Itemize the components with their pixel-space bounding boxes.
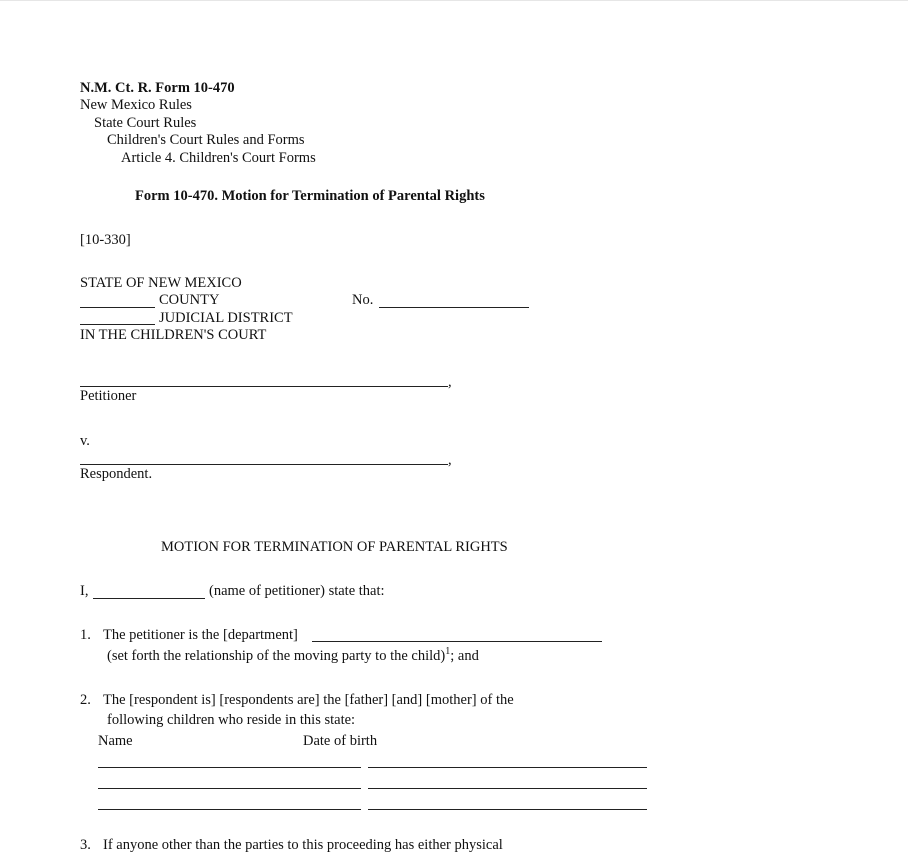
district-blank	[80, 324, 155, 325]
intro-prefix: I,	[80, 583, 89, 599]
page-top-border	[0, 0, 908, 1]
motion-title: MOTION FOR TERMINATION OF PARENTAL RIGHTS	[161, 539, 508, 555]
versus-label: v.	[80, 433, 90, 449]
case-number-label: No.	[352, 292, 374, 308]
breadcrumb-state-court[interactable]: State Court Rules	[94, 115, 197, 131]
child-name-blank	[98, 788, 361, 789]
child-name-blank	[98, 809, 361, 810]
caption-court: IN THE CHILDREN'S COURT	[80, 327, 267, 343]
department-blank	[312, 641, 602, 642]
child-name-blank	[98, 767, 361, 768]
item-number: 1.	[80, 627, 91, 643]
respondent-comma: ,	[448, 452, 452, 468]
column-header-dob: Date of birth	[303, 733, 378, 749]
county-blank	[80, 307, 155, 308]
item-conjunction: ; and	[450, 648, 479, 664]
petitioner-comma: ,	[448, 374, 452, 390]
breadcrumb-rules[interactable]: New Mexico Rules	[80, 97, 192, 113]
breadcrumb-childrens-court[interactable]: Children's Court Rules and Forms	[107, 132, 305, 148]
item-text: If anyone other than the parties to this proceeding has either physical	[103, 837, 503, 853]
form-id: N.M. Ct. R. Form 10-470	[80, 80, 235, 96]
prior-form-number: [10-330]	[80, 232, 131, 248]
child-dob-blank	[368, 767, 647, 768]
petitioner-blank	[80, 386, 448, 387]
item-text: The [respondent is] [respondents are] the [father] [and] [mother] of the	[103, 692, 514, 708]
intro-suffix: (name of petitioner) state that:	[209, 583, 385, 599]
item-text-continued	[107, 648, 479, 665]
petitioner-name-blank	[93, 598, 205, 599]
footnote-ref[interactable]: 1	[445, 646, 451, 658]
item-text: The petitioner is the [department]	[103, 627, 298, 643]
relationship-instruction: (set forth the relationship of the moving party to the child)	[107, 648, 446, 664]
caption-district: JUDICIAL DISTRICT	[159, 310, 293, 326]
respondent-blank	[80, 464, 448, 465]
petitioner-label: Petitioner	[80, 388, 137, 404]
breadcrumb-article-4[interactable]: Article 4. Children's Court Forms	[121, 150, 316, 166]
item-text-continued: following children who reside in this state:	[107, 712, 356, 728]
caption-state: STATE OF NEW MEXICO	[80, 275, 242, 291]
child-dob-blank	[368, 809, 647, 810]
respondent-label: Respondent.	[80, 466, 153, 482]
case-number-blank	[379, 307, 529, 308]
item-number: 3.	[80, 837, 91, 853]
caption-county: COUNTY	[159, 292, 220, 308]
child-dob-blank	[368, 788, 647, 789]
column-header-name: Name	[98, 733, 133, 749]
item-number: 2.	[80, 692, 91, 708]
form-title: Form 10-470. Motion for Termination of Parental Rights	[135, 188, 485, 204]
